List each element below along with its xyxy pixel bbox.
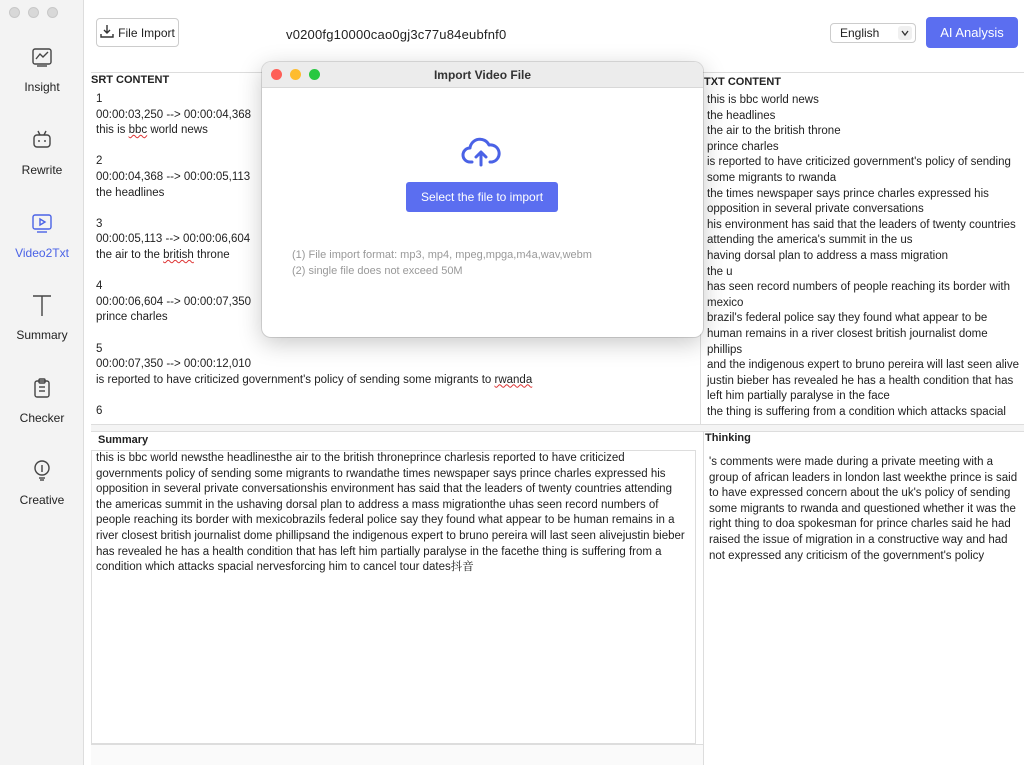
thinking-content[interactable] xyxy=(709,455,1022,564)
srt-text: the headlines xyxy=(96,186,165,199)
horizontal-splitter[interactable] xyxy=(91,424,1024,432)
sidebar-item-label: Insight xyxy=(24,80,60,94)
srt-timestamp: 00:00:03,250 --> 00:00:04,368 xyxy=(96,108,252,121)
dialog-maximize-button[interactable] xyxy=(309,69,320,80)
txt-line: brazil's federal police say they found what appear to be xyxy=(707,312,988,325)
language-value: English xyxy=(840,26,880,40)
srt-index: 4 xyxy=(96,280,103,293)
txt-line: the thing is suffering from a condition which attacks spacial xyxy=(707,405,1006,418)
txt-line: the air to the british throne xyxy=(707,125,841,138)
txt-content[interactable] xyxy=(707,93,1022,420)
close-window-button[interactable] xyxy=(9,7,20,18)
sidebar-item-video2txt[interactable] xyxy=(0,210,84,260)
robot-icon xyxy=(29,127,55,153)
window-controls xyxy=(9,7,58,18)
srt-timestamp: 00:00:04,368 --> 00:00:05,113 xyxy=(96,170,251,183)
srt-timestamp: 00:00:05,113 --> 00:00:06,604 xyxy=(96,233,251,246)
bulb-icon xyxy=(29,457,55,483)
txt-title: TXT CONTENT xyxy=(704,76,781,88)
srt-timestamp: 00:00:07,350 --> 00:00:12,010 xyxy=(96,358,252,371)
format-hint: (1) File import format: mp3, mp4, mpeg,mpga,m4a,wav,webm xyxy=(292,249,592,261)
srt-text: the air to the british throne xyxy=(96,248,230,261)
thinking-line: some migrants to rwanda and questioned whether it was the xyxy=(709,502,1016,515)
txt-line: is reported to have criticized government's policy of sending xyxy=(707,156,1011,169)
srt-text: prince charles xyxy=(96,311,168,324)
srt-entry xyxy=(96,342,696,389)
download-icon xyxy=(100,24,114,41)
txt-line: phillips xyxy=(707,343,743,356)
summary-line: the americas summit in the ushaving dorsal plan to address a mass migrationthe uhas seen record numbers of xyxy=(96,498,659,511)
cloud-upload-icon xyxy=(461,136,501,171)
thinking-line: group of african leaders in london last weekthe prince is said xyxy=(709,471,1018,484)
txt-line: left him partially paralyse in the face xyxy=(707,390,890,403)
txt-line: and the indigenous expert to bruno pereira will last seen alive xyxy=(707,359,1019,372)
file-import-label: File Import xyxy=(118,25,175,40)
srt-index: 1 xyxy=(96,93,103,105)
summary-line: has revealed he has a health condition that has left him partially paralyse in the facethe thing is suffering from a xyxy=(96,545,662,558)
srt-index: 6 xyxy=(96,404,103,417)
txt-line: the times newspaper says prince charles expressed his xyxy=(707,187,989,200)
sidebar-item-label: Video2Txt xyxy=(15,246,69,260)
dialog-minimize-button[interactable] xyxy=(290,69,301,80)
srt-timestamp: 00:00:06,604 --> 00:00:07,350 xyxy=(96,295,252,308)
ai-analysis-button[interactable]: AI Analysis xyxy=(926,17,1018,48)
txt-line: having dorsal plan to address a mass migration xyxy=(707,249,948,262)
dialog-window-controls xyxy=(271,69,320,80)
clipboard-icon xyxy=(29,375,55,401)
video-icon xyxy=(29,210,55,236)
maximize-window-button[interactable] xyxy=(47,7,58,18)
txt-line: attending the america's summit in the us xyxy=(707,234,913,247)
txt-line: prince charles xyxy=(707,140,779,153)
txt-line: human remains in a river closest british journalist dome xyxy=(707,327,988,340)
srt-entry xyxy=(96,404,696,420)
txt-line: mexico xyxy=(707,296,744,309)
sidebar-item-checker[interactable] xyxy=(0,375,84,425)
thinking-line: raised the issue of migration in a constructive way and had xyxy=(709,533,1008,546)
sidebar-item-label: Rewrite xyxy=(21,163,63,177)
sidebar-item-rewrite[interactable] xyxy=(0,127,84,177)
sidebar-item-label: Creative xyxy=(19,493,65,507)
srt-title: SRT CONTENT xyxy=(91,74,170,86)
srt-index: 3 xyxy=(96,217,103,230)
language-select[interactable] xyxy=(830,23,916,43)
summary-line: condition which attacks spacial nervesforcing him to cancel tour dates抖音 xyxy=(96,561,474,574)
summary-line: opposition in several private conversationshis environment has said that the leaders of twenty countries attending xyxy=(96,483,672,496)
size-hint: (2) single file does not exceed 50M xyxy=(292,265,463,277)
sidebar xyxy=(0,0,84,765)
txt-line: has seen record numbers of people reaching its border with xyxy=(707,281,1011,294)
thinking-line: 's comments were made during a private meeting with a xyxy=(709,456,994,468)
thinking-line: right thing to doa spokesman for prince charles said he had xyxy=(709,518,1011,531)
txt-line: some migrants to rwanda xyxy=(707,171,837,184)
thinking-line: to have expressed concern about the uk's policy of sending xyxy=(709,487,1011,500)
summary-footer xyxy=(91,744,703,765)
txt-line: his environment has said that the leaders of twenty countries xyxy=(707,218,1016,231)
dialog-title: Import Video File xyxy=(433,68,532,82)
summary-line: people reaching its border with mexicobrazils federal police say they found what appear to be human remains in a xyxy=(96,514,675,527)
txt-line: opposition in several private conversations xyxy=(707,203,924,216)
dialog-close-button[interactable] xyxy=(271,69,282,80)
insight-icon xyxy=(29,44,55,70)
sidebar-item-insight[interactable] xyxy=(0,44,84,94)
sidebar-item-summary[interactable] xyxy=(0,292,84,342)
import-video-dialog xyxy=(262,62,703,337)
toolbar xyxy=(84,0,1024,68)
thinking-title: Thinking xyxy=(705,432,751,444)
summary-title: Summary xyxy=(98,434,149,446)
srt-text: this is bbc world news xyxy=(96,124,208,137)
sidebar-item-label: Summary xyxy=(16,328,68,342)
txt-line: the u xyxy=(707,265,733,278)
dialog-titlebar xyxy=(262,62,703,88)
text-icon xyxy=(29,292,55,318)
txt-line: this is bbc world news xyxy=(707,94,819,106)
select-file-button[interactable]: Select the file to import xyxy=(406,182,558,212)
srt-index: 5 xyxy=(96,342,103,355)
srt-index: 2 xyxy=(96,155,103,168)
minimize-window-button[interactable] xyxy=(28,7,39,18)
txt-line: justin bieber has revealed he has a health condition that has xyxy=(707,374,1014,387)
summary-content xyxy=(96,451,692,576)
thinking-line: not expressed any criticism of the government's policy xyxy=(709,549,985,562)
summary-line: this is bbc world newsthe headlinesthe air to the british throneprince charlesis reported to have criticized xyxy=(96,452,625,464)
file-import-button[interactable] xyxy=(96,18,179,47)
video-id: v0200fg10000cao0gj3c77u84eubfnf0 xyxy=(286,27,507,42)
summary-line: river closest british journalist dome phillipsand the indigenous expert to bruno pereira will last seen alivejustin bieber xyxy=(96,529,685,542)
chevron-down-icon xyxy=(898,26,912,40)
srt-text: is reported to have criticized government's policy of sending some migrants to rwanda xyxy=(96,373,533,386)
txt-line: the headlines xyxy=(707,109,776,122)
sidebar-item-creative[interactable] xyxy=(0,457,84,507)
summary-line: governments policy of sending some migrants to rwandathe times newspaper says prince charles expressed his xyxy=(96,467,666,480)
sidebar-item-label: Checker xyxy=(19,411,65,425)
